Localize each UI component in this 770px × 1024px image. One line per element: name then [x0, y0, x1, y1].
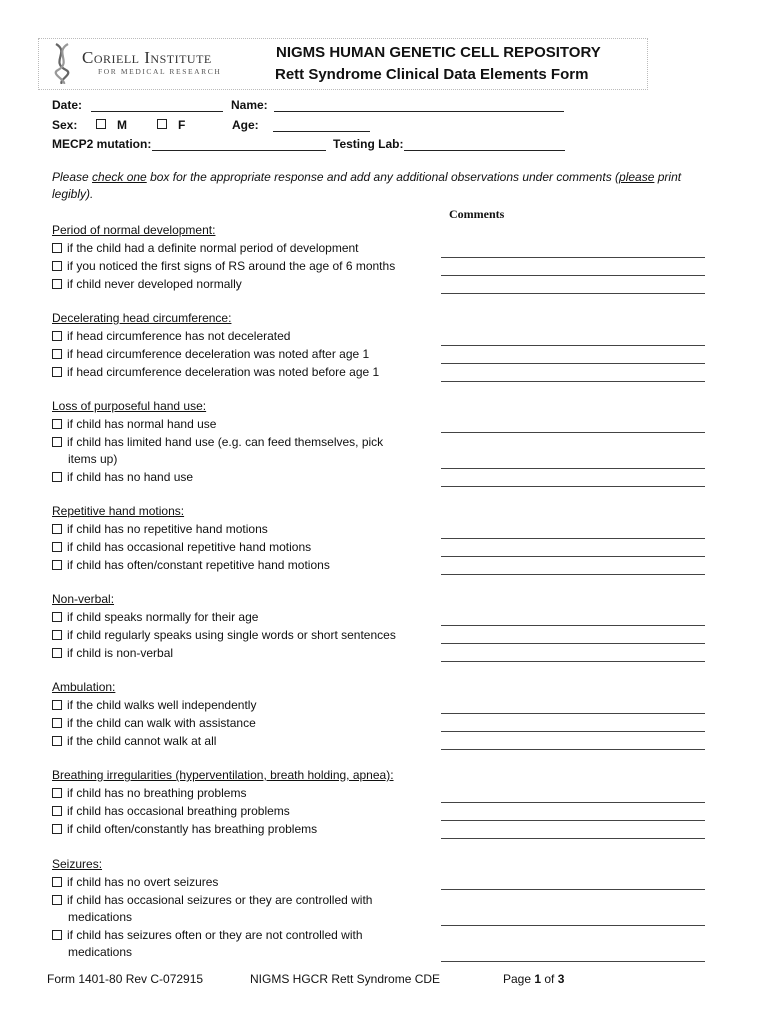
- option-row[interactable]: if child has no repetitive hand motions: [52, 520, 268, 538]
- comment-line[interactable]: [441, 363, 705, 364]
- page-subtitle: Rett Syndrome Clinical Data Elements Form: [275, 66, 589, 83]
- age-field[interactable]: [273, 131, 370, 132]
- comment-line[interactable]: [441, 731, 705, 732]
- comment-line[interactable]: [441, 625, 705, 626]
- option-row[interactable]: if child has often/constant repetitive hand motions: [52, 556, 330, 574]
- sex-label: Sex:: [52, 118, 78, 132]
- section-title: Period of normal development:: [52, 223, 216, 237]
- section-title: Loss of purposeful hand use:: [52, 399, 207, 413]
- sex-m-label: M: [117, 118, 127, 132]
- sex-f-checkbox[interactable]: [157, 119, 167, 129]
- comments-heading: Comments: [449, 207, 505, 221]
- section-title: Non-verbal:: [52, 592, 115, 606]
- footer-form-id: Form 1401-80 Rev C-072915: [47, 972, 204, 986]
- comment-line[interactable]: [441, 643, 705, 644]
- option-row[interactable]: if child regularly speaks using single words or short sentences: [52, 626, 396, 644]
- option-row[interactable]: if child has occasional breathing problems: [52, 802, 290, 820]
- name-label: Name:: [231, 98, 268, 112]
- section-title: Breathing irregularities (hyperventilation, breath holding, apnea):: [52, 768, 394, 782]
- section-title: Repetitive hand motions:: [52, 504, 185, 518]
- comment-line[interactable]: [441, 468, 705, 469]
- page-title: NIGMS HUMAN GENETIC CELL REPOSITORY: [276, 44, 601, 61]
- date-label: Date:: [52, 98, 83, 112]
- option-checkbox[interactable]: [52, 877, 62, 887]
- comment-line[interactable]: [441, 432, 705, 433]
- option-checkbox[interactable]: [52, 788, 62, 798]
- option-row[interactable]: if child speaks normally for their age: [52, 608, 258, 626]
- option-row[interactable]: if you noticed the first signs of RS around the age of 6 months: [52, 257, 395, 275]
- option-row[interactable]: if child has normal hand use: [52, 415, 216, 433]
- option-checkbox[interactable]: [52, 612, 62, 622]
- dna-helix-icon: [48, 42, 78, 84]
- comment-line[interactable]: [441, 538, 705, 539]
- option-row[interactable]: if child has seizures often or they are not controlled with: [52, 926, 363, 944]
- mecp2-label: MECP2 mutation:: [52, 137, 152, 151]
- date-field[interactable]: [91, 111, 223, 112]
- comment-line[interactable]: [441, 802, 705, 803]
- option-checkbox[interactable]: [52, 367, 62, 377]
- option-row[interactable]: if child never developed normally: [52, 275, 242, 293]
- option-row[interactable]: if child has occasional repetitive hand motions: [52, 538, 311, 556]
- option-checkbox[interactable]: [52, 824, 62, 834]
- option-checkbox[interactable]: [52, 243, 62, 253]
- page-number: Page 1 of 3: [503, 972, 565, 986]
- comment-line[interactable]: [441, 574, 705, 575]
- testing-lab-label: Testing Lab:: [333, 137, 404, 151]
- section-title: Ambulation:: [52, 680, 116, 694]
- option-row[interactable]: if the child cannot walk at all: [52, 732, 216, 750]
- option-continuation: medications: [68, 910, 133, 924]
- option-checkbox[interactable]: [52, 630, 62, 640]
- instructions: Please check one box for the appropriate response and add any additional observations under comments (please print legibly).: [52, 170, 682, 201]
- option-row[interactable]: if child has limited hand use (e.g. can feed themselves, pick: [52, 433, 383, 451]
- comment-line[interactable]: [441, 556, 705, 557]
- comment-line[interactable]: [441, 275, 705, 276]
- option-checkbox[interactable]: [52, 718, 62, 728]
- option-row[interactable]: if child has no overt seizures: [52, 873, 218, 891]
- option-checkbox[interactable]: [52, 419, 62, 429]
- option-checkbox[interactable]: [52, 806, 62, 816]
- section-title: Seizures:: [52, 857, 103, 871]
- option-checkbox[interactable]: [52, 895, 62, 905]
- comment-line[interactable]: [441, 381, 705, 382]
- option-row[interactable]: if child has occasional seizures or they are controlled with: [52, 891, 372, 909]
- option-checkbox[interactable]: [52, 524, 62, 534]
- option-checkbox[interactable]: [52, 736, 62, 746]
- comment-line[interactable]: [441, 486, 705, 487]
- option-continuation: items up): [68, 452, 118, 466]
- option-checkbox[interactable]: [52, 700, 62, 710]
- option-checkbox[interactable]: [52, 331, 62, 341]
- option-row[interactable]: if the child can walk with assistance: [52, 714, 256, 732]
- section-title: Decelerating head circumference:: [52, 311, 232, 325]
- name-field[interactable]: [274, 111, 564, 112]
- option-row[interactable]: if child is non-verbal: [52, 644, 173, 662]
- comment-line[interactable]: [441, 820, 705, 821]
- comment-line[interactable]: [441, 345, 705, 346]
- option-row[interactable]: if head circumference deceleration was noted before age 1: [52, 363, 379, 381]
- comment-line[interactable]: [441, 257, 705, 258]
- comment-line[interactable]: [441, 713, 705, 714]
- option-row[interactable]: if child often/constantly has breathing problems: [52, 820, 317, 838]
- sex-f-label: F: [178, 118, 186, 132]
- comment-line[interactable]: [441, 838, 705, 839]
- option-checkbox[interactable]: [52, 560, 62, 570]
- option-checkbox[interactable]: [52, 648, 62, 658]
- testing-lab-field[interactable]: [404, 150, 565, 151]
- comment-line[interactable]: [441, 925, 705, 926]
- option-row[interactable]: if head circumference deceleration was noted after age 1: [52, 345, 369, 363]
- comment-line[interactable]: [441, 961, 705, 962]
- comment-line[interactable]: [441, 749, 705, 750]
- comment-line[interactable]: [441, 661, 705, 662]
- logo-name: Coriell Institute: [82, 48, 212, 67]
- comment-line[interactable]: [441, 293, 705, 294]
- sex-m-checkbox[interactable]: [96, 119, 106, 129]
- option-row[interactable]: if child has no breathing problems: [52, 784, 246, 802]
- option-checkbox[interactable]: [52, 472, 62, 482]
- option-checkbox[interactable]: [52, 279, 62, 289]
- option-row[interactable]: if head circumference has not decelerated: [52, 327, 290, 345]
- option-checkbox[interactable]: [52, 261, 62, 271]
- comment-line[interactable]: [441, 889, 705, 890]
- mecp2-field[interactable]: [152, 150, 326, 151]
- option-checkbox[interactable]: [52, 349, 62, 359]
- logo-subtitle: FOR MEDICAL RESEARCH: [98, 67, 222, 76]
- age-label: Age:: [232, 118, 259, 132]
- footer-center: NIGMS HGCR Rett Syndrome CDE: [250, 972, 441, 986]
- option-checkbox[interactable]: [52, 542, 62, 552]
- option-row[interactable]: if the child walks well independently: [52, 696, 256, 714]
- coriell-logo: [48, 44, 228, 84]
- option-continuation: medications: [68, 945, 133, 959]
- option-checkbox[interactable]: [52, 930, 62, 940]
- option-checkbox[interactable]: [52, 437, 62, 447]
- option-row[interactable]: if child has no hand use: [52, 468, 193, 486]
- option-row[interactable]: if the child had a definite normal period of development: [52, 239, 359, 257]
